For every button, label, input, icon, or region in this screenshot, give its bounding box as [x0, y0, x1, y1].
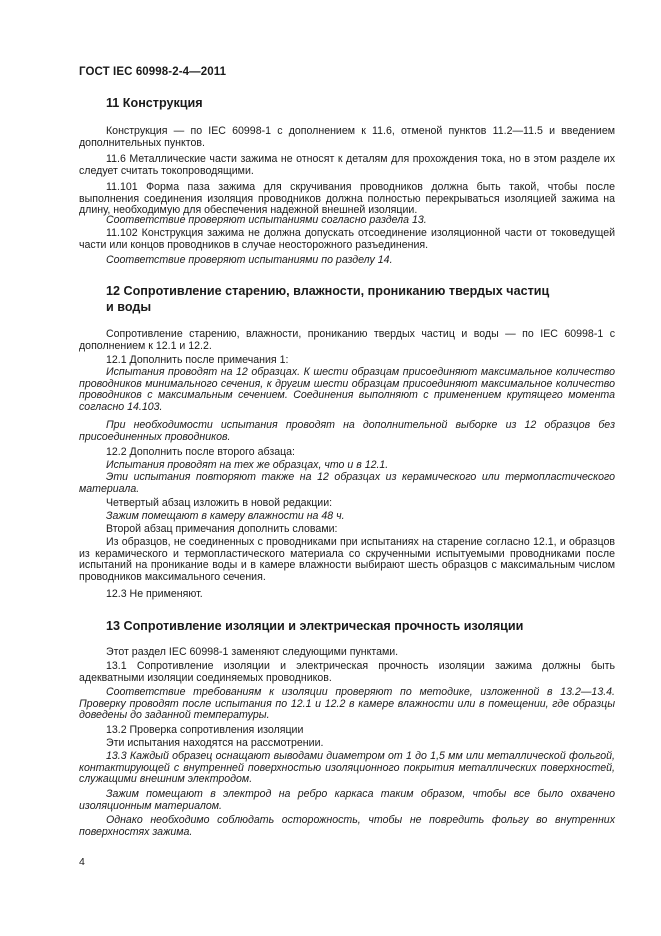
paragraph: Сопротивление старению, влажности, прониканию твердых частиц и воды — по IEC 60998-1 с дополнением к 12.1 и 12.2.	[79, 328, 615, 352]
paragraph: 11.102 Конструкция зажима не должна допускать отсоединение изоляционной части от токоведущей части или концов проводников в случае неосторожного разъединения.	[79, 227, 615, 251]
paragraph: Соответствие проверяют испытаниями согласно раздела 13.	[106, 214, 427, 226]
paragraph: Зажим помещают в камеру влажности на 48 ч.	[106, 510, 345, 522]
document-header: ГОСТ IEC 60998-2-4—2011	[79, 66, 227, 78]
paragraph: Из образцов, не соединенных с проводниками при испытаниях на старение согласно 12.1, и образцов из керамического и термопластического материала со скрученными испытуемыми проводниками после испытаний на проникание воды и в камере влажности выбирают шесть образцов с максимальным числом проводников максимального сечения.	[79, 536, 615, 583]
paragraph: Эти испытания повторяют также на 12 образцах из керамического или термопластического материала.	[79, 471, 615, 495]
paragraph: Конструкция — по IEC 60998-1 с дополнением к 11.6, отменой пунктов 11.2—11.5 и введением дополнительных пунктов.	[79, 125, 615, 149]
heading-line: 13 Сопротивление изоляции и электрическая прочность изоляции	[106, 619, 524, 633]
paragraph: 11.101 Форма паза зажима для скручивания проводников должна быть такой, чтобы после выполнения соединения изоляция проводников должна полностью перекрываться изоляцией зажима на длину, необходимую для обеспечения надежной внешней изоляции.	[79, 181, 615, 217]
paragraph: При необходимости испытания проводят на дополнительной выборке из 12 образцов без присоединенных проводников.	[79, 419, 615, 443]
paragraph: 12.2 Дополнить после второго абзаца:	[106, 446, 295, 458]
paragraph: 12.3 Не применяют.	[106, 588, 203, 600]
page-number: 4	[79, 856, 85, 868]
paragraph: 13.1 Сопротивление изоляции и электрическая прочность изоляции зажима должны быть адекватными изоляции соединяемых проводников.	[79, 660, 615, 684]
section-11-heading	[106, 95, 203, 111]
paragraph: Испытания проводят на 12 образцах. К шести образцам присоединяют максимальное количество проводников минимального сечения, к другим шести образцам присоединяют максимальное количество проводников с максимальным сечением. Соединения выполняют с применением крутящего момента согласно 14.103.	[79, 366, 615, 413]
heading-line: 12 Сопротивление старению, влажности, прониканию твердых частиц	[106, 284, 550, 298]
paragraph: 12.1 Дополнить после примечания 1:	[106, 354, 289, 366]
paragraph: 13.2 Проверка сопротивления изоляции	[106, 724, 304, 736]
section-13-heading	[106, 618, 523, 634]
paragraph: Эти испытания находятся на рассмотрении.	[106, 737, 324, 749]
paragraph: Четвертый абзац изложить в новой редакции:	[106, 497, 333, 509]
paragraph: Испытания проводят на тех же образцах, что и в 12.1.	[106, 459, 389, 471]
paragraph: Этот раздел IEC 60998-1 заменяют следующими пунктами.	[106, 646, 399, 658]
paragraph: Соответствие требованиям к изоляции проверяют по методике, изложенной в 13.2—13.4. Проверку проводят после испытания по 12.1 и 12.2 в камере влажности или в помещении, где образцы доведены до заданной температуры.	[79, 686, 615, 722]
paragraph: Однако необходимо соблюдать осторожность, чтобы не повредить фольгу во внутренних поверхностях зажима.	[79, 814, 615, 838]
paragraph: 11.6 Металлические части зажима не относят к деталям для прохождения тока, но в этом разделе их следует считать токопроводящими.	[79, 153, 615, 177]
heading-line: и воды	[106, 300, 152, 314]
paragraph: Второй абзац примечания дополнить словами:	[106, 523, 338, 535]
section-12-heading	[106, 283, 549, 315]
paragraph: Соответствие проверяют испытаниями по разделу 14.	[106, 254, 393, 266]
heading-line: 11 Конструкция	[106, 96, 203, 110]
paragraph: 13.3 Каждый образец оснащают выводами диаметром от 1 до 1,5 мм или металлической фольгой, контактирующей с внутренней поверхностью изоляционного покрытия металлических поверхностей, служащими внешним электродом.	[79, 750, 615, 786]
paragraph: Зажим помещают в электрод на ребро каркаса таким образом, чтобы все было охвачено изоляционным материалом.	[79, 788, 615, 812]
